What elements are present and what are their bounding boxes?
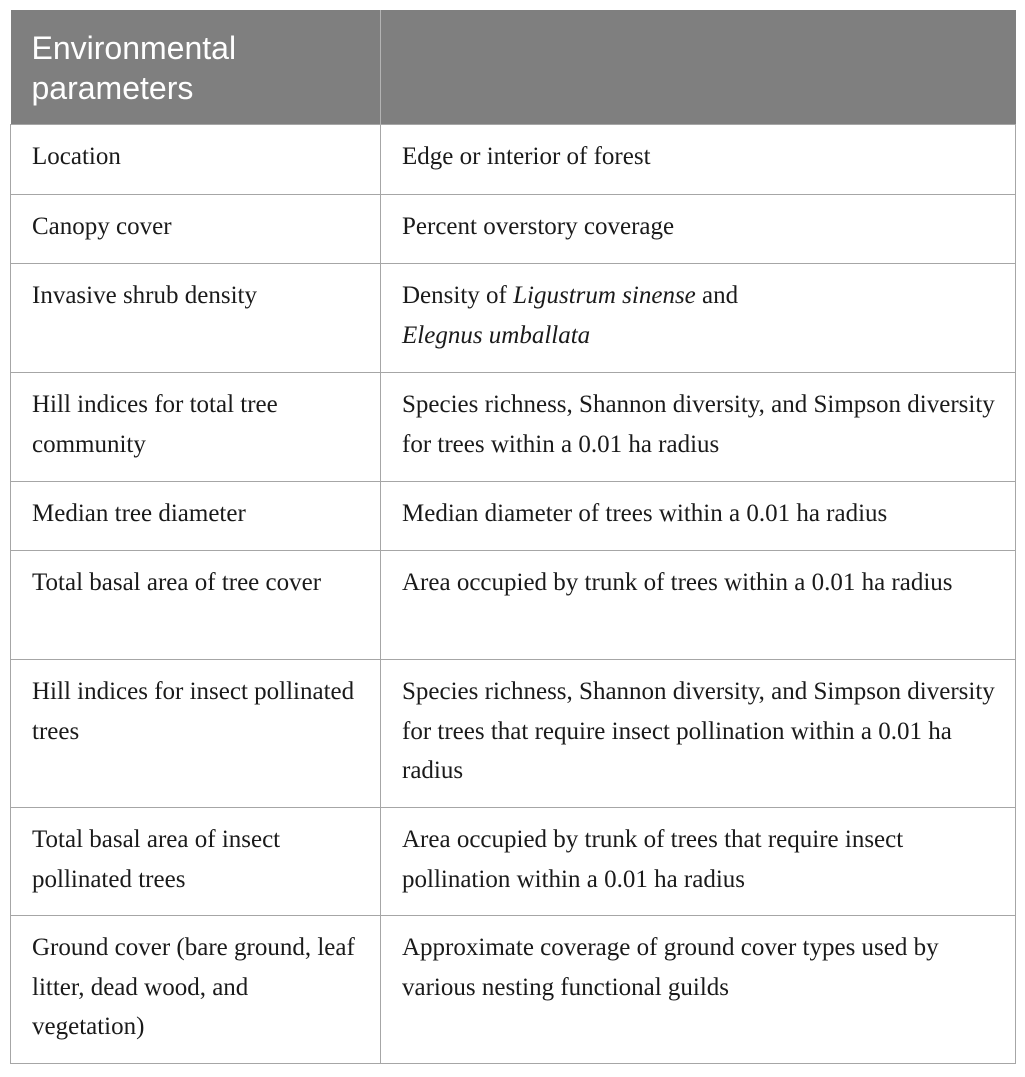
table-row [11,482,1016,551]
table-row [11,660,1016,808]
description-mid: and [695,282,739,309]
table-row [11,125,1016,195]
table-row [11,373,1016,482]
table-body [11,125,1016,1064]
description-cell: Edge or interior of forest [381,125,1016,195]
description-cell: Median diameter of trees within a 0.01 ha radius [381,482,1016,551]
parameter-cell: Ground cover (bare ground, leaf litter, dead wood, and vegetation) [11,916,381,1064]
description-cell: Area occupied by trunk of trees that require insect pollination within a 0.01 ha radius [381,808,1016,916]
description-cell: Approximate coverage of ground cover types used by various nesting functional guilds [381,916,1016,1064]
header-description [381,10,1016,125]
parameter-cell: Canopy cover [11,195,381,264]
table-row [11,551,1016,660]
parameter-cell: Total basal area of insect pollinated trees [11,808,381,916]
header-environmental-parameters: Environmental parameters [11,10,381,125]
description-cell: Percent overstory coverage [381,195,1016,264]
parameter-cell: Median tree diameter [11,482,381,551]
parameter-cell: Hill indices for total tree community [11,373,381,482]
table-row [11,264,1016,373]
parameter-cell: Hill indices for insect pollinated trees [11,660,381,808]
table-row [11,808,1016,916]
environmental-parameters-table [10,10,1016,1064]
table-row [11,195,1016,264]
description-prefix: Density of [402,282,514,309]
table-header [11,10,1016,125]
species-name-elegnus: Elegnus umballata [402,321,591,349]
species-name-ligustrum: Ligustrum sinense [513,282,696,309]
description-cell: Species richness, Shannon diversity, and Simpson diversity for trees within a 0.01 ha radius [381,373,1016,482]
parameter-cell: Location [11,125,381,195]
parameter-cell: Invasive shrub density [11,264,381,373]
header-row [11,10,1016,125]
description-cell: Species richness, Shannon diversity, and Simpson diversity for trees that require insect pollination within a 0.01 ha radius [381,660,1016,808]
description-cell: Area occupied by trunk of trees within a 0.01 ha radius [381,551,1016,660]
table-row [11,916,1016,1064]
parameter-cell: Total basal area of tree cover [11,551,381,660]
description-cell [381,264,1016,373]
parameters-table-container [10,10,1015,1064]
